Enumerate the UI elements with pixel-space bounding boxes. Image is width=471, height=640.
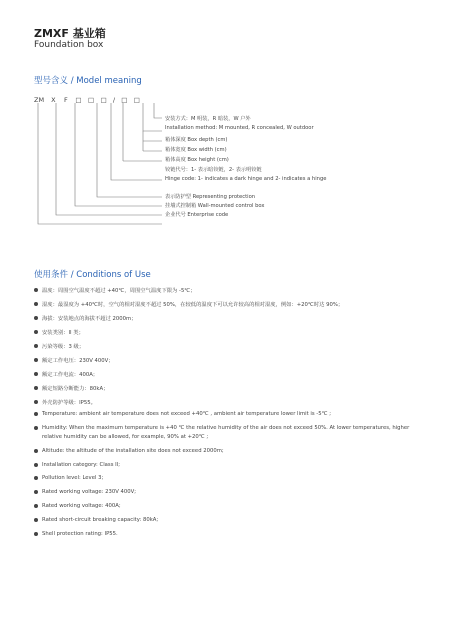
model-desc-item: 安装方式：M 明装，R 暗装，W 户外 [165, 116, 251, 122]
bullet-icon [34, 532, 38, 536]
condition-item: 额定工作电流：400A； [34, 370, 98, 378]
condition-item: 湿度：最湿度为 +40℃时，空气的相对湿度不超过 50%，在较低的温度下可以允许较高的相对湿度，例如：+20℃时达 90%； [34, 300, 343, 308]
bullet-icon [34, 372, 38, 376]
model-desc-item: 箱体深度 Box depth (cm) [165, 137, 228, 143]
model-desc-item: 表示防护型 Representing protection [165, 194, 256, 200]
condition-item: Altitude: the altitude of the installation site does not exceed 2000m; [34, 448, 224, 455]
conditions-heading: 使用条件 / Conditions of Use [34, 270, 151, 280]
bullet-icon [34, 358, 38, 362]
bullet-icon [34, 412, 38, 416]
bullet-icon [34, 490, 38, 494]
bullet-icon [34, 344, 38, 348]
bullet-icon [34, 476, 38, 480]
bullet-icon [34, 504, 38, 508]
condition-item: Temperature: ambient air temperature does not exceed +40℃ , ambient air temperature lower limit is -5℃ ; [34, 411, 331, 418]
model-desc-item: 挂墙式控制箱 Wall-mounted control box [165, 203, 265, 209]
code-part: X [51, 96, 56, 104]
condition-item: Humidity: When the maximum temperature is +40 ℃ the relative humidity of the air does not exceed 50%. At lower temperatures, higher [34, 425, 409, 432]
code-part: □ [133, 96, 140, 104]
condition-item: 安装类别：II 类； [34, 328, 84, 336]
bullet-icon [34, 449, 38, 453]
page-title: ZMXF 基业箱 [34, 27, 106, 40]
condition-item: 温度：周围空气温度不超过 +40℃，周围空气温度下限为 -5℃； [34, 286, 196, 294]
page-subtitle: Foundation box [34, 40, 104, 50]
bullet-icon [34, 302, 38, 306]
code-part: / [112, 96, 116, 104]
condition-item: Rated working voltage: 400A; [34, 503, 121, 510]
bullet-icon [34, 386, 38, 390]
model-desc-item: 箱体高度 Box height (cm) [165, 157, 229, 163]
model-desc-item: 企业代号 Enterprise code [165, 212, 229, 218]
code-part: ZM [34, 96, 45, 104]
model-desc-item: Hinge code: 1- indicates a dark hinge and 2- indicates a hinge [165, 176, 327, 182]
model-desc-item: Installation method: M mounted, R concealed, W outdoor [165, 125, 314, 131]
condition-item-continuation: relative humidity can be allowed, for example, 90% at +20℃ ; [42, 434, 209, 440]
code-part: F [64, 96, 68, 104]
condition-item: 外壳防护等级：IP55。 [34, 398, 96, 406]
condition-item: 额定工作电压：230V 400V； [34, 356, 114, 364]
bullet-icon [34, 426, 38, 430]
code-part: □ [121, 96, 128, 104]
condition-item: 额定短路分断能力：80kA； [34, 384, 108, 392]
code-part: □ [87, 96, 95, 104]
condition-item: 污染等级：3 级； [34, 342, 84, 350]
bullet-icon [34, 463, 38, 467]
condition-item: 海拔：安装地点的海拔不超过 2000m； [34, 314, 136, 322]
bullet-icon [34, 288, 38, 292]
bullet-icon [34, 316, 38, 320]
code-part: □ [100, 96, 107, 104]
condition-item: Pollution level: Level 3; [34, 475, 103, 482]
model-desc-item: 箱体宽度 Box width (cm) [165, 147, 227, 153]
condition-item: Rated short-circuit breaking capacity: 80kA; [34, 517, 158, 524]
bullet-icon [34, 330, 38, 334]
model-desc-item: 铰链代号：1- 表示暗铰链，2- 表示明铰链 [165, 167, 262, 173]
condition-item: Rated working voltage: 230V 400V; [34, 489, 136, 496]
condition-item: Installation category: Class II; [34, 462, 120, 469]
bullet-icon [34, 518, 38, 522]
bullet-icon [34, 400, 38, 404]
model-meaning-heading: 型号含义 / Model meaning [34, 76, 142, 86]
code-part: □ [75, 96, 82, 104]
condition-item: Shell protection rating: IP55. [34, 531, 118, 538]
